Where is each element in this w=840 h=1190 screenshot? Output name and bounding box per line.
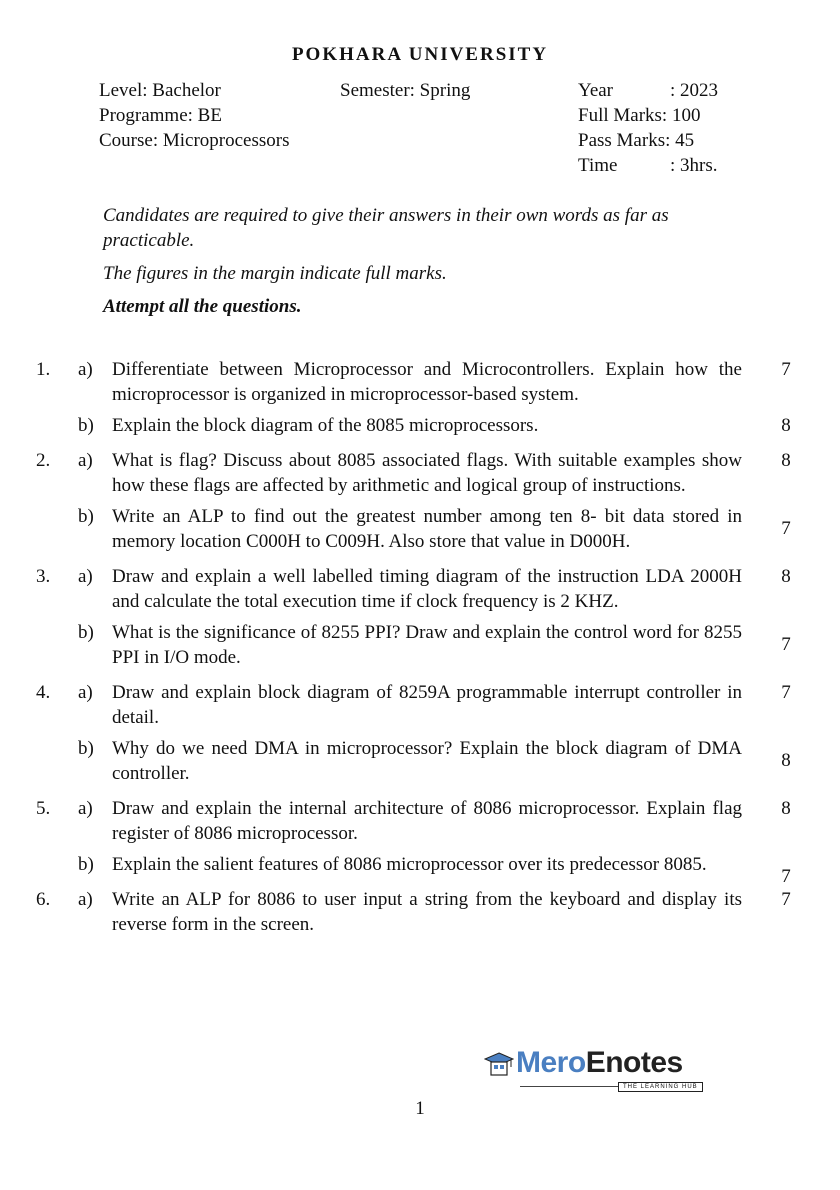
part-label: b) (78, 854, 94, 875)
question-text: What is the significance of 8255 PPI? Draw and explain the control word for 8255 PPI in I/O mode. (112, 622, 742, 668)
meroenotes-logo (484, 1046, 706, 1096)
year-key: Year (578, 80, 614, 101)
year-row (578, 78, 718, 103)
meta-mid (340, 78, 470, 103)
part-label: a) (78, 682, 93, 703)
question-text: What is flag? Discuss about 8085 associated flags. With suitable examples show how these flags are affected by arithmetic and logical group of instructions. (112, 450, 742, 496)
question-marks: 8 (781, 750, 791, 771)
instructions (103, 203, 753, 327)
question-part (0, 448, 840, 498)
part-label: a) (78, 450, 93, 471)
part-label: b) (78, 738, 94, 759)
question-part (0, 796, 840, 846)
question-text: Explain the block diagram of the 8085 microprocessors. (112, 415, 539, 436)
question-1 (0, 357, 840, 438)
meta-right (578, 78, 718, 178)
question-marks: 8 (781, 450, 791, 471)
time-key: Time (578, 155, 618, 176)
logo-divider (520, 1086, 618, 1087)
question-marks: 7 (781, 682, 791, 703)
logo-word-mero: Mero (516, 1046, 586, 1079)
time-row (578, 153, 718, 178)
question-text: Draw and explain block diagram of 8259A programmable interrupt controller in detail. (112, 682, 742, 728)
part-label: a) (78, 359, 93, 380)
instruction-1: Candidates are required to give their answers in their own words as far as practicable. (103, 205, 669, 251)
question-part (0, 852, 840, 887)
question-3 (0, 564, 840, 670)
part-label: a) (78, 566, 93, 587)
semester: Semester: Spring (340, 80, 471, 101)
graduation-cap-icon (484, 1050, 514, 1080)
instruction-3: Attempt all the questions. (103, 296, 302, 317)
meta-left (99, 78, 290, 153)
question-text: Write an ALP to find out the greatest number among ten 8- bit data stored in memory location C000H to C009H. Also store that value in D000H. (112, 506, 742, 552)
question-part (0, 357, 840, 407)
question-4 (0, 680, 840, 786)
question-text: Differentiate between Microprocessor and Microcontrollers. Explain how the microprocessor is organized in microprocessor-based system. (112, 359, 742, 405)
question-text: Write an ALP for 8086 to user input a string from the keyboard and display its reverse form in the screen. (112, 889, 742, 935)
level: Level: Bachelor (99, 80, 221, 101)
question-marks: 7 (781, 359, 791, 380)
logo-wordmark (516, 1046, 683, 1080)
pass-marks: Pass Marks: 45 (578, 130, 695, 151)
logo-word-enotes: Enotes (585, 1046, 683, 1079)
question-text: Why do we need DMA in microprocessor? Explain the block diagram of DMA controller. (112, 738, 742, 784)
question-marks: 7 (781, 889, 791, 910)
year-value: : 2023 (670, 80, 719, 101)
question-number: 2. (36, 450, 51, 471)
time-value: : 3hrs. (670, 155, 718, 176)
question-text: Explain the salient features of 8086 microprocessor over its predecessor 8085. (112, 854, 707, 875)
question-number: 3. (36, 566, 51, 587)
question-marks: 7 (781, 518, 791, 539)
question-2 (0, 448, 840, 554)
question-part (0, 620, 840, 670)
question-list (0, 357, 840, 947)
logo-tagline: THE LEARNING HUB (618, 1082, 703, 1092)
question-number: 5. (36, 798, 51, 819)
instruction-2: The figures in the margin indicate full marks. (103, 263, 447, 284)
question-number: 1. (36, 359, 51, 380)
page-number: 1 (415, 1098, 425, 1119)
part-label: b) (78, 506, 94, 527)
question-5 (0, 796, 840, 887)
question-text: Draw and explain the internal architecture of 8086 microprocessor. Explain flag register of 8086 microprocessor. (112, 798, 742, 844)
question-marks: 7 (781, 634, 791, 655)
part-label: a) (78, 889, 93, 910)
university-title: POKHARA UNIVERSITY (291, 44, 549, 65)
question-marks: 8 (781, 798, 791, 819)
question-marks: 7 (781, 866, 791, 887)
question-part (0, 887, 840, 937)
question-6 (0, 887, 840, 937)
part-label: a) (78, 798, 93, 819)
course: Course: Microprocessors (99, 130, 290, 151)
question-marks: 8 (781, 566, 791, 587)
question-part (0, 680, 840, 730)
question-part (0, 504, 840, 554)
part-label: b) (78, 622, 94, 643)
question-part (0, 564, 840, 614)
question-part (0, 736, 840, 786)
question-marks: 8 (781, 415, 791, 436)
question-text: Draw and explain a well labelled timing diagram of the instruction LDA 2000H and calculate the total execution time if clock frequency is 2 KHZ. (112, 566, 742, 612)
question-number: 6. (36, 889, 51, 910)
part-label: b) (78, 415, 94, 436)
programme: Programme: BE (99, 105, 222, 126)
full-marks: Full Marks: 100 (578, 105, 701, 126)
question-number: 4. (36, 682, 51, 703)
question-part (0, 413, 840, 438)
